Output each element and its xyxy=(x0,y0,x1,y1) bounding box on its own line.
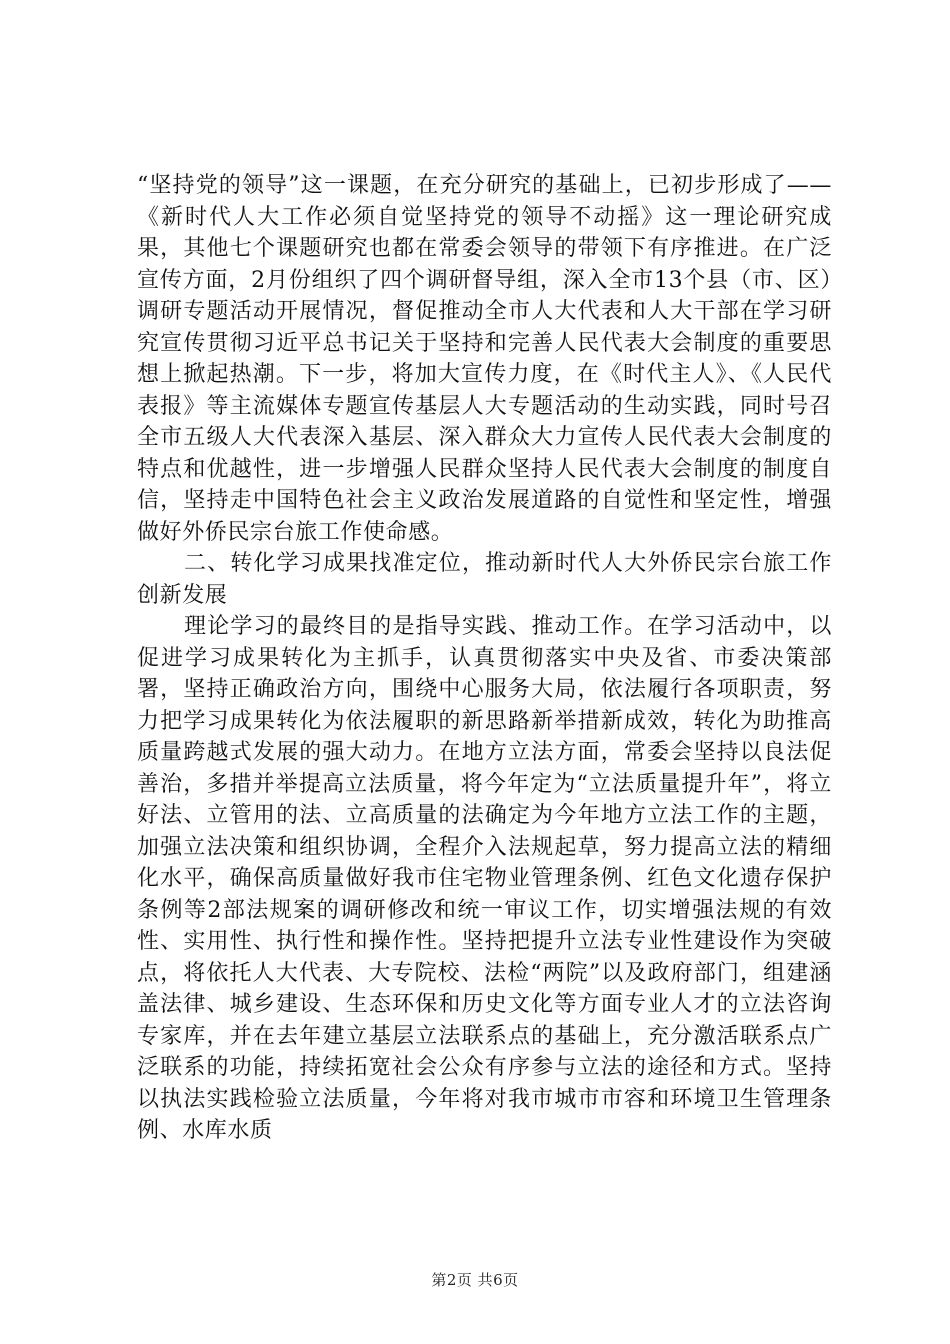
page-number: 第2页 共6页 xyxy=(431,1271,519,1289)
paragraph-continued: “坚持党的领导”这一课题，在充分研究的基础上，已初步形成了——《新时代人大工作必须自觉坚持党的领导不动摇》这一理论研究成果，其他七个课题研究也都在常委会领导的带领下有序推进。在广泛宣传方面，2月份组织了四个调研督导组，深入全市13个县（市、区）调研专题活动开展情况，督促推动全市人大代表和人大干部在学习研究宣传贯彻习近平总书记关于坚持和完善人民代表大会制度的重要思想上掀起热潮。下一步，将加大宣传力度，在《时代主人》、《人民代表报》等主流媒体专题宣传基层人大专题活动的生动实践，同时号召全市五级人大代表深入基层、深入群众大力宣传人民代表大会制度的特点和优越性，进一步增强人民群众坚持人民代表大会制度的制度自信，坚持走中国特色社会主义政治发展道路的自觉性和坚定性，增强做好外侨民宗台旅工作使命感。 xyxy=(137,173,832,545)
document-body xyxy=(137,170,832,1147)
paragraph: 理论学习的最终目的是指导实践、推动工作。在学习活动中，以促进学习成果转化为主抓手，认真贯彻落实中央及省、市委决策部署，坚持正确政治方向，围绕中心服务大局，依法履行各项职责，努力把学习成果转化为依法履职的新思路新举措新成效，转化为助推高质量跨越式发展的强大动力。在地方立法方面，常委会坚持以良法促善治，多措并举提高立法质量，将今年定为“立法质量提升年”，将立好法、立管用的法、立高质量的法确定为今年地方立法工作的主题，加强立法决策和组织协调，全程介入法规起草，努力提高立法的精细化水平，确保高质量做好我市住宅物业管理条例、红色文化遗存保护条例等2部法规案的调研修改和统一审议工作，切实增强法规的有效性、实用性、执行性和操作性。坚持把提升立法专业性建设作为突破点，将依托人大代表、大专院校、法检“两院”以及政府部门，组建涵盖法律、城乡建设、生态环保和历史文化等方面专业人才的立法咨询专家库，并在去年建立基层立法联系点的基础上，充分激活联系点广泛联系的功能，持续拓宽社会公众有序参与立法的途径和方式。坚持以执法实践检验立法质量，今年将对我市城市市容和环境卫生管理条例、水库水质 xyxy=(137,614,832,1143)
page-footer xyxy=(0,1269,950,1290)
section-heading: 二、转化学习成果找准定位，推动新时代人大外侨民宗台旅工作创新发展 xyxy=(137,551,832,608)
